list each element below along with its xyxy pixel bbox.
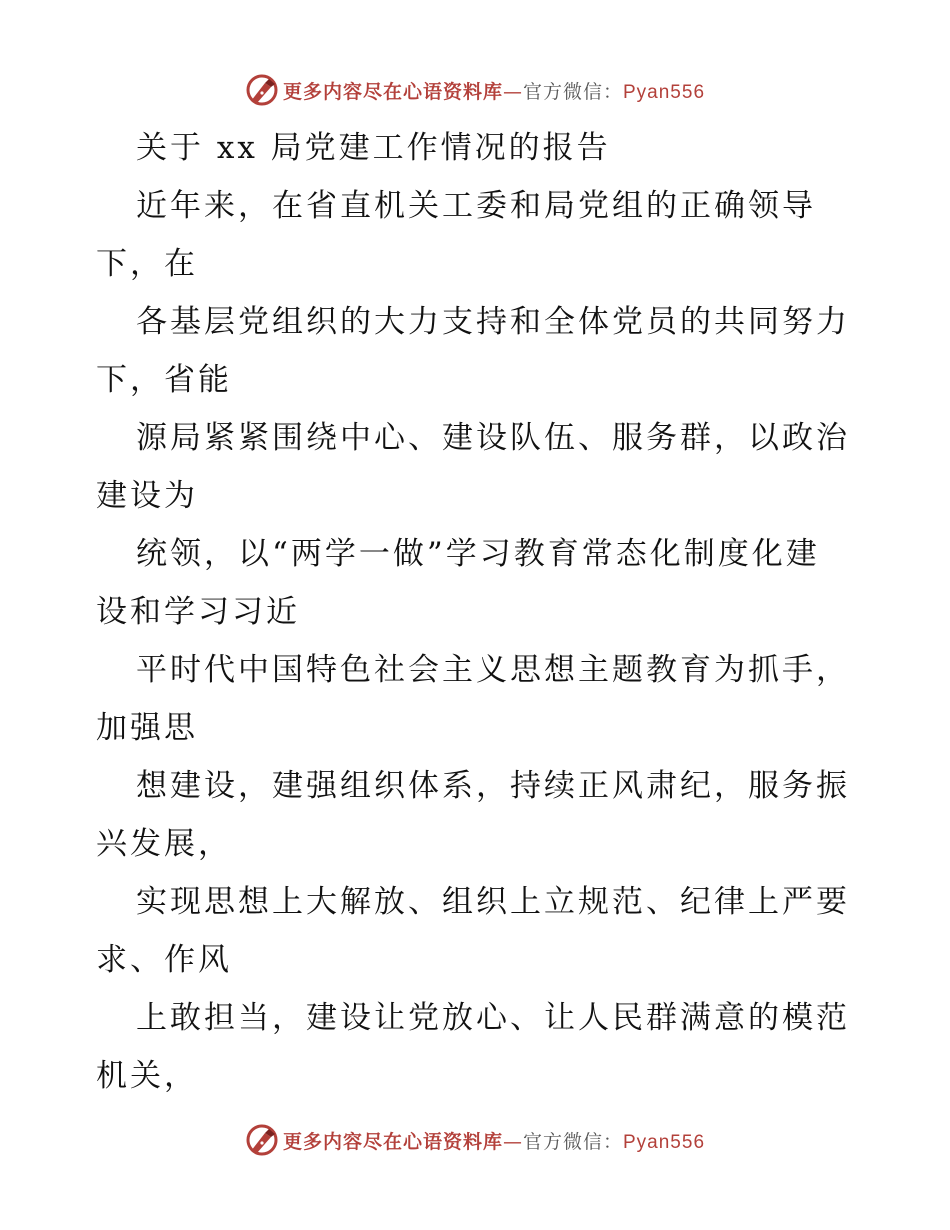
banner-wechat-id: Pyan556 xyxy=(623,1131,706,1153)
doc-line: 下，在 xyxy=(96,246,198,282)
banner-tag-text: 官方微信： xyxy=(522,80,623,103)
doc-line: 各基层党组织的大力支持和全体党员的共同努力 xyxy=(136,304,850,340)
doc-line: 统领，以“两学一做”学习教育常态化制度化建 xyxy=(136,536,820,572)
pen-nib-logo-icon xyxy=(245,1123,279,1157)
doc-line: 近年来，在省直机关工委和局党组的正确领导 xyxy=(136,188,816,224)
header-banner xyxy=(0,70,950,110)
banner-main-text: 更多内容尽在心语资料库 xyxy=(282,1130,503,1153)
doc-line: 设和学习习近 xyxy=(96,594,300,630)
banner-main-text: 更多内容尽在心语资料库 xyxy=(282,80,503,103)
doc-line: 想建设，建强组织体系，持续正风肃纪，服务振 xyxy=(136,768,850,804)
banner-separator: — xyxy=(502,80,523,103)
pen-nib-logo-icon xyxy=(245,73,279,107)
doc-line: 兴发展， xyxy=(96,826,232,862)
doc-line: 求、作风 xyxy=(96,942,232,978)
doc-line: 机关， xyxy=(96,1058,198,1094)
banner-tag-text: 官方微信： xyxy=(522,1130,623,1153)
banner-separator: — xyxy=(502,1130,523,1153)
doc-line: 源局紧紧围绕中心、建设队伍、服务群，以政治 xyxy=(136,420,850,456)
doc-title: 关于 xx 局党建工作情况的报告 xyxy=(136,130,611,166)
doc-line: 建设为 xyxy=(96,478,198,514)
footer-banner xyxy=(0,1120,950,1160)
doc-line: 下，省能 xyxy=(96,362,232,398)
doc-line: 上敢担当，建设让党放心、让人民群满意的模范 xyxy=(136,1000,850,1036)
doc-line: 平时代中国特色社会主义思想主题教育为抓手， xyxy=(136,652,850,688)
doc-line: 实现思想上大解放、组织上立规范、纪律上严要 xyxy=(136,884,850,920)
doc-line: 加强思 xyxy=(96,710,198,746)
banner-wechat-id: Pyan556 xyxy=(623,81,706,103)
